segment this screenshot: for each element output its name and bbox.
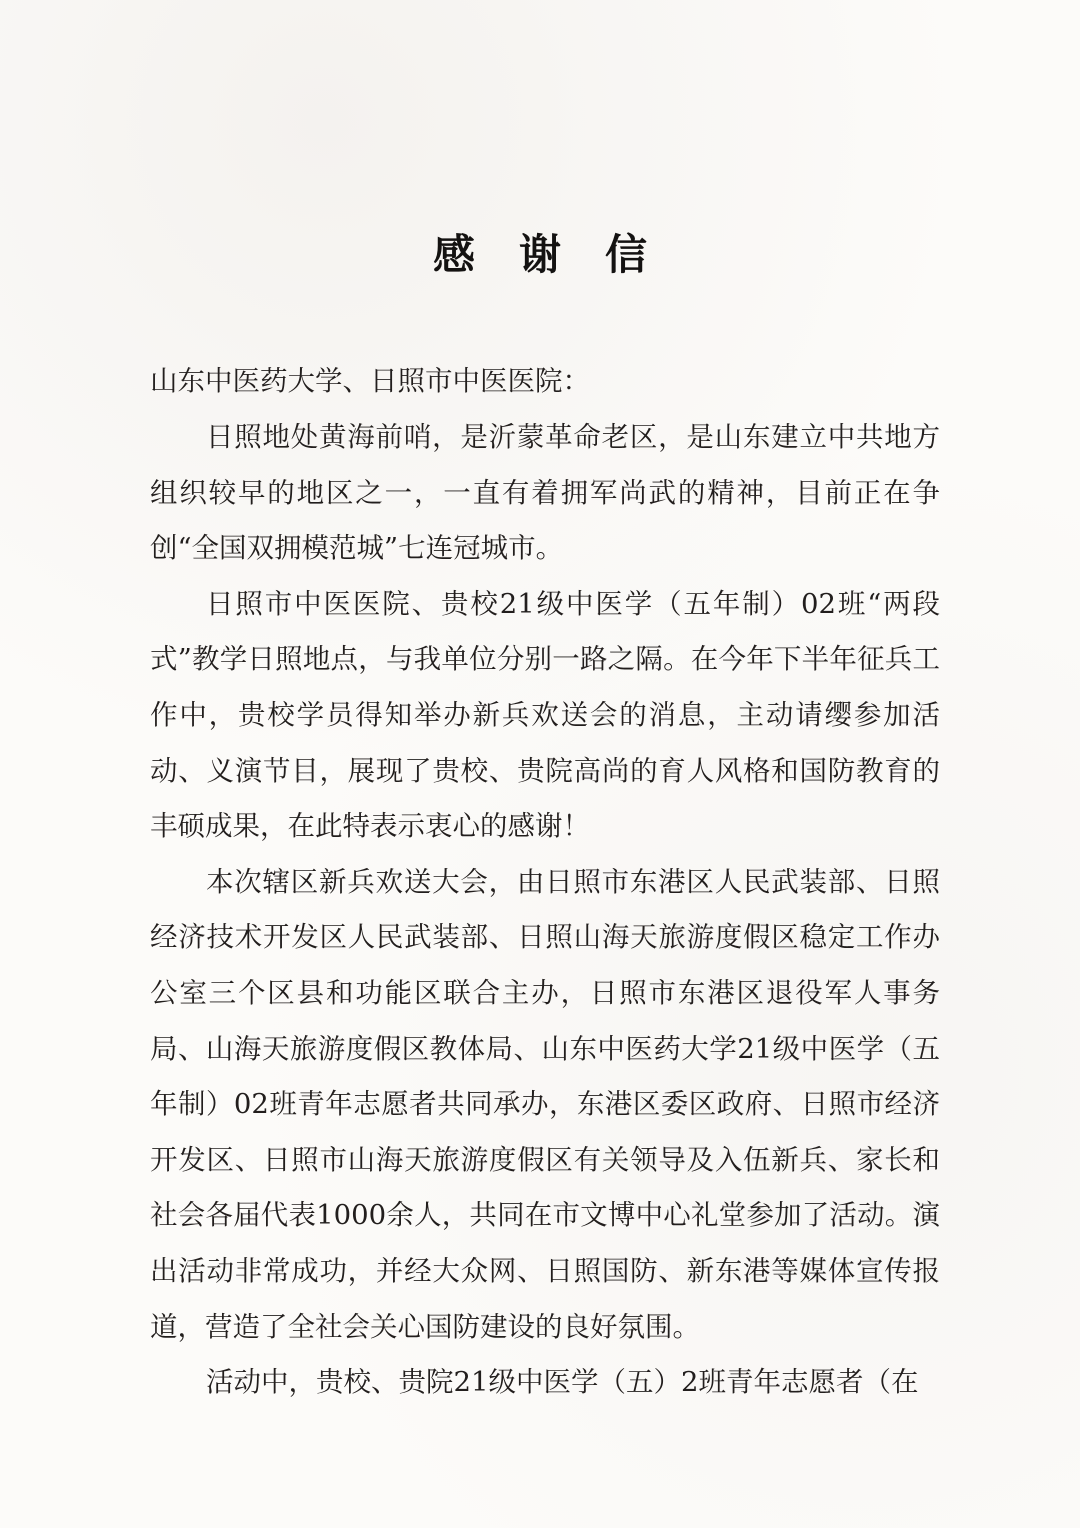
paragraph-event: 本次辖区新兵欢送大会，由日照市东港区人民武装部、日照经济技术开发区人民武装部、日照山海天旅游度假区稳定工作办公室三个区县和功能区联合主办，日照市东港区退役军人事务局、山海天旅游度假区教体局、山东中医药大学21级中医学（五年制）02班青年志愿者共同承办，东港区委区政府、日照市经济开发区、日照市山海天旅游度假区有关领导及入伍新兵、家长和社会各届代表1000余人，共同在市文博中心礼堂参加了活动。演出活动非常成功，并经大众网、日照国防、新东港等媒体宣传报道，营造了全社会关心国防建设的良好氛围。	[150, 865, 940, 1343]
paragraph-thanks: 日照市中医医院、贵校21级中医学（五年制）02班“两段式”教学日照地点，与我单位分别一路之隔。在今年下半年征兵工作中，贵校学员得知举办新兵欢送会的消息，主动请缨参加活动、义演节目，展现了贵校、贵院高尚的育人风格和国防教育的丰硕成果，在此特表示衷心的感谢！	[150, 587, 940, 843]
salutation: 山东中医药大学、日照市中医医院：	[150, 365, 590, 397]
paragraph-volunteers: 活动中，贵校、贵院21级中医学（五）2班青年志愿者（在	[206, 1366, 919, 1399]
letter-title: 感谢信	[432, 230, 691, 279]
paragraph-intro: 日照地处黄海前哨，是沂蒙革命老区，是山东建立中共地方组织较早的地区之一，一直有着拥军尚武的精神，目前正在争创“全国双拥模范城”七连冠城市。	[150, 421, 940, 565]
letter-body	[150, 410, 940, 1411]
